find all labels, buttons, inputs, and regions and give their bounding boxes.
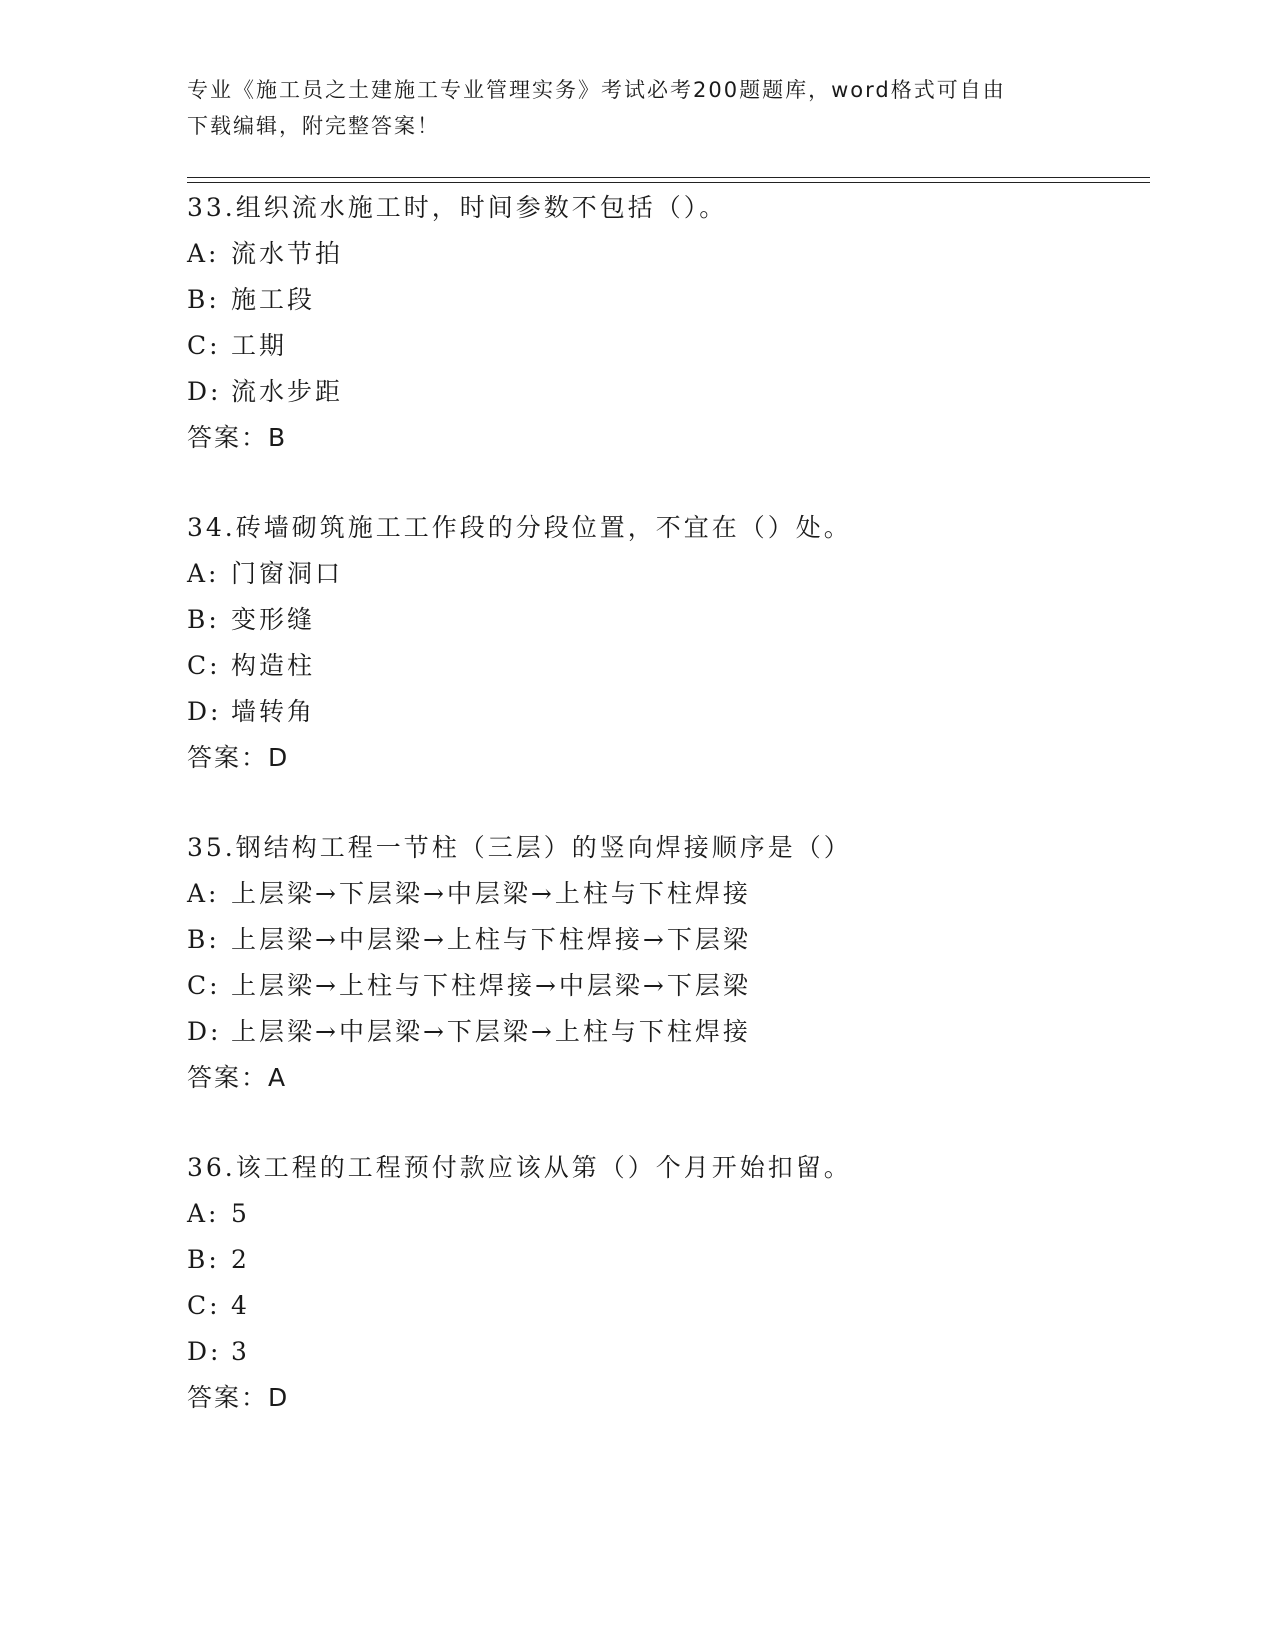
option-label: C: [187,971,221,1000]
option-label: C: [187,1291,221,1320]
answer: 答案：B [187,423,288,452]
option-d [187,689,1087,735]
header-divider-bottom [187,182,1150,183]
option-label: D: [187,697,222,726]
answer: 答案：D [187,743,290,772]
option-c [187,963,1087,1009]
header-divider-top [187,177,1150,178]
option-text: 上层梁→中层梁→上柱与下柱焊接→下层梁 [231,925,751,954]
option-text: 构造柱 [231,651,316,680]
option-text: 工期 [231,331,288,360]
option-a [187,871,1087,917]
option-d [187,1009,1087,1055]
option-label: D: [187,1337,222,1366]
option-text: 流水节拍 [231,239,344,268]
option-a [187,1191,1087,1237]
option-a [187,551,1087,597]
option-a [187,231,1087,277]
question-35 [187,825,1087,1101]
option-text: 墙转角 [231,697,316,726]
header-line-1: 专业《施工员之土建施工专业管理实务》考试必考200题题库，word格式可自由 [187,78,1006,102]
option-label: A: [187,879,220,908]
option-label: B: [187,1245,220,1274]
option-d [187,369,1087,415]
answer: 答案：A [187,1063,288,1092]
option-text: 上层梁→下层梁→中层梁→上柱与下柱焊接 [231,879,751,908]
option-text: 变形缝 [231,605,316,634]
option-label: D: [187,377,222,406]
option-c [187,643,1087,689]
question-stem: 36.该工程的工程预付款应该从第（）个月开始扣留。 [187,1153,852,1182]
option-b [187,597,1087,643]
option-label: A: [187,559,220,588]
option-text: 上层梁→中层梁→下层梁→上柱与下柱焊接 [231,1017,751,1046]
answer: 答案：D [187,1383,290,1412]
document-header [187,72,1067,144]
question-stem: 34.砖墙砌筑施工工作段的分段位置，不宜在（）处。 [187,513,852,542]
option-c [187,323,1087,369]
option-text: 门窗洞口 [231,559,344,588]
option-label: A: [187,239,220,268]
option-label: D: [187,1017,222,1046]
option-text: 上层梁→上柱与下柱焊接→中层梁→下层梁 [231,971,751,1000]
question-stem: 35.钢结构工程一节柱（三层）的竖向焊接顺序是（） [187,833,852,862]
option-b [187,917,1087,963]
option-text: 4 [231,1291,250,1320]
option-text: 3 [231,1337,250,1366]
question-33 [187,185,1087,461]
option-text: 5 [231,1199,250,1228]
option-d [187,1329,1087,1375]
option-label: C: [187,651,221,680]
question-34 [187,505,1087,781]
option-text: 流水步距 [231,377,344,406]
option-label: B: [187,925,220,954]
option-label: A: [187,1199,220,1228]
option-label: B: [187,285,220,314]
option-label: C: [187,331,221,360]
question-stem: 33.组织流水施工时，时间参数不包括（）。 [187,193,728,222]
option-text: 施工段 [231,285,316,314]
option-b [187,1237,1087,1283]
option-b [187,277,1087,323]
question-36 [187,1145,1087,1421]
option-label: B: [187,605,220,634]
header-line-2: 下载编辑，附完整答案！ [187,114,440,138]
option-c [187,1283,1087,1329]
option-text: 2 [231,1245,250,1274]
